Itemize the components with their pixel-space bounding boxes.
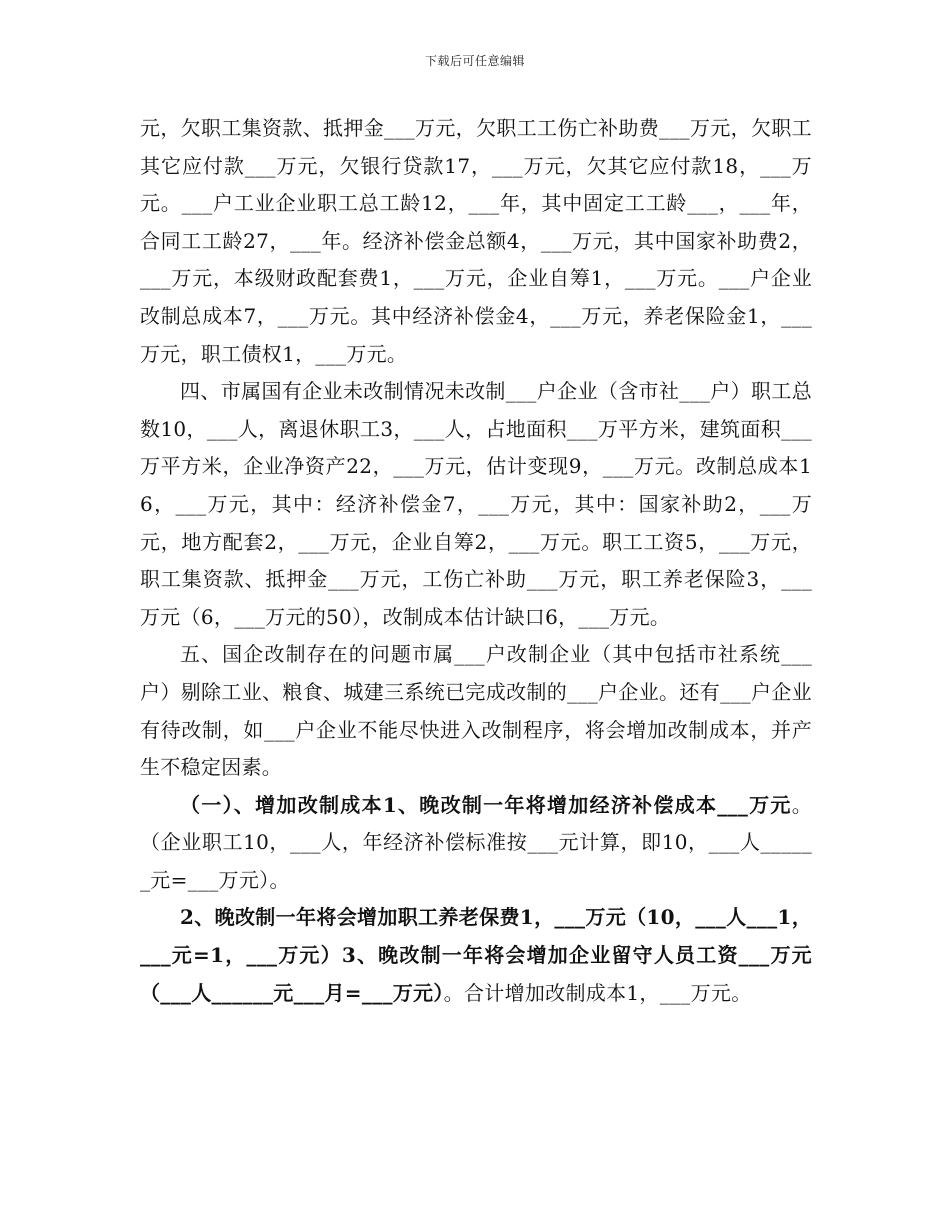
subsection-one-detail: 。（企业职工10，___人，年经济补偿标准按___元计算，即10，___人______元=___万元）。 xyxy=(140,792,812,892)
paragraph-section-five: 五、国企改制存在的问题市属___户改制企业（其中包括市社系统___户）剔除工业、粮食、城建三系统已完成改制的___户企业。还有___户企业有待改制，如___户企业不能尽快进入改制程序，将会增加改制成本，并产生不稳定因素。 xyxy=(140,642,812,780)
page-header: 下载后可任意编辑 xyxy=(424,54,525,68)
paragraph-arrears-and-seniority: 元，欠职工集资款、抵押金___万元，欠职工工伤亡补助费___万元，欠职工其它应付款___万元，欠银行贷款17，___万元，欠其它应付款18，___万元。___户工业企业职工总工龄12，___年，其中固定工工龄___，___年，合同工工龄27，___年。经济补偿金总额4，___万元，其中国家补助费2，___万元，本级财政配套费1，___万元，企业自筹1，___万元。___户企业改制总成本7，___万元。其中经济补偿金4，___万元，养老保险金1，___万元，职工债权1，___万元。 xyxy=(140,116,812,366)
paragraph-subsection-one xyxy=(140,787,812,900)
subsection-one-heading: （一）、增加改制成本1、晚改制一年将增加经济补偿成本___万元 xyxy=(180,792,792,817)
items-two-three-detail: 。合计增加改制成本1，___万元。 xyxy=(443,980,752,1005)
items-two-three-heading: 2、晚改制一年将会增加职工养老保费1，___万元（10，___人___1，___元=1，___万元）3、晚改制一年将会增加企业留守人员工资___万元（___人______元___月=___万元） xyxy=(140,905,812,1005)
document-body xyxy=(140,110,812,1012)
paragraph-items-two-three xyxy=(140,899,812,1012)
paragraph-section-four: 四、市属国有企业未改制情况未改制___户企业（含市社___户）职工总数10，___人，离退休职工3，___人，占地面积___万平方米，建筑面积___万平方米，企业净资产22，___万元，估计变现9，___万元。改制总成本16，___万元，其中：经济补偿金7，___万元，其中：国家补助2，___万元，地方配套2，___万元，企业自筹2，___万元。职工工资5，___万元，职工集资款、抵押金___万元，工伤亡补助___万元，职工养老保险3，___万元（6，___万元的50），改制成本估计缺口6，___万元。 xyxy=(140,379,812,629)
